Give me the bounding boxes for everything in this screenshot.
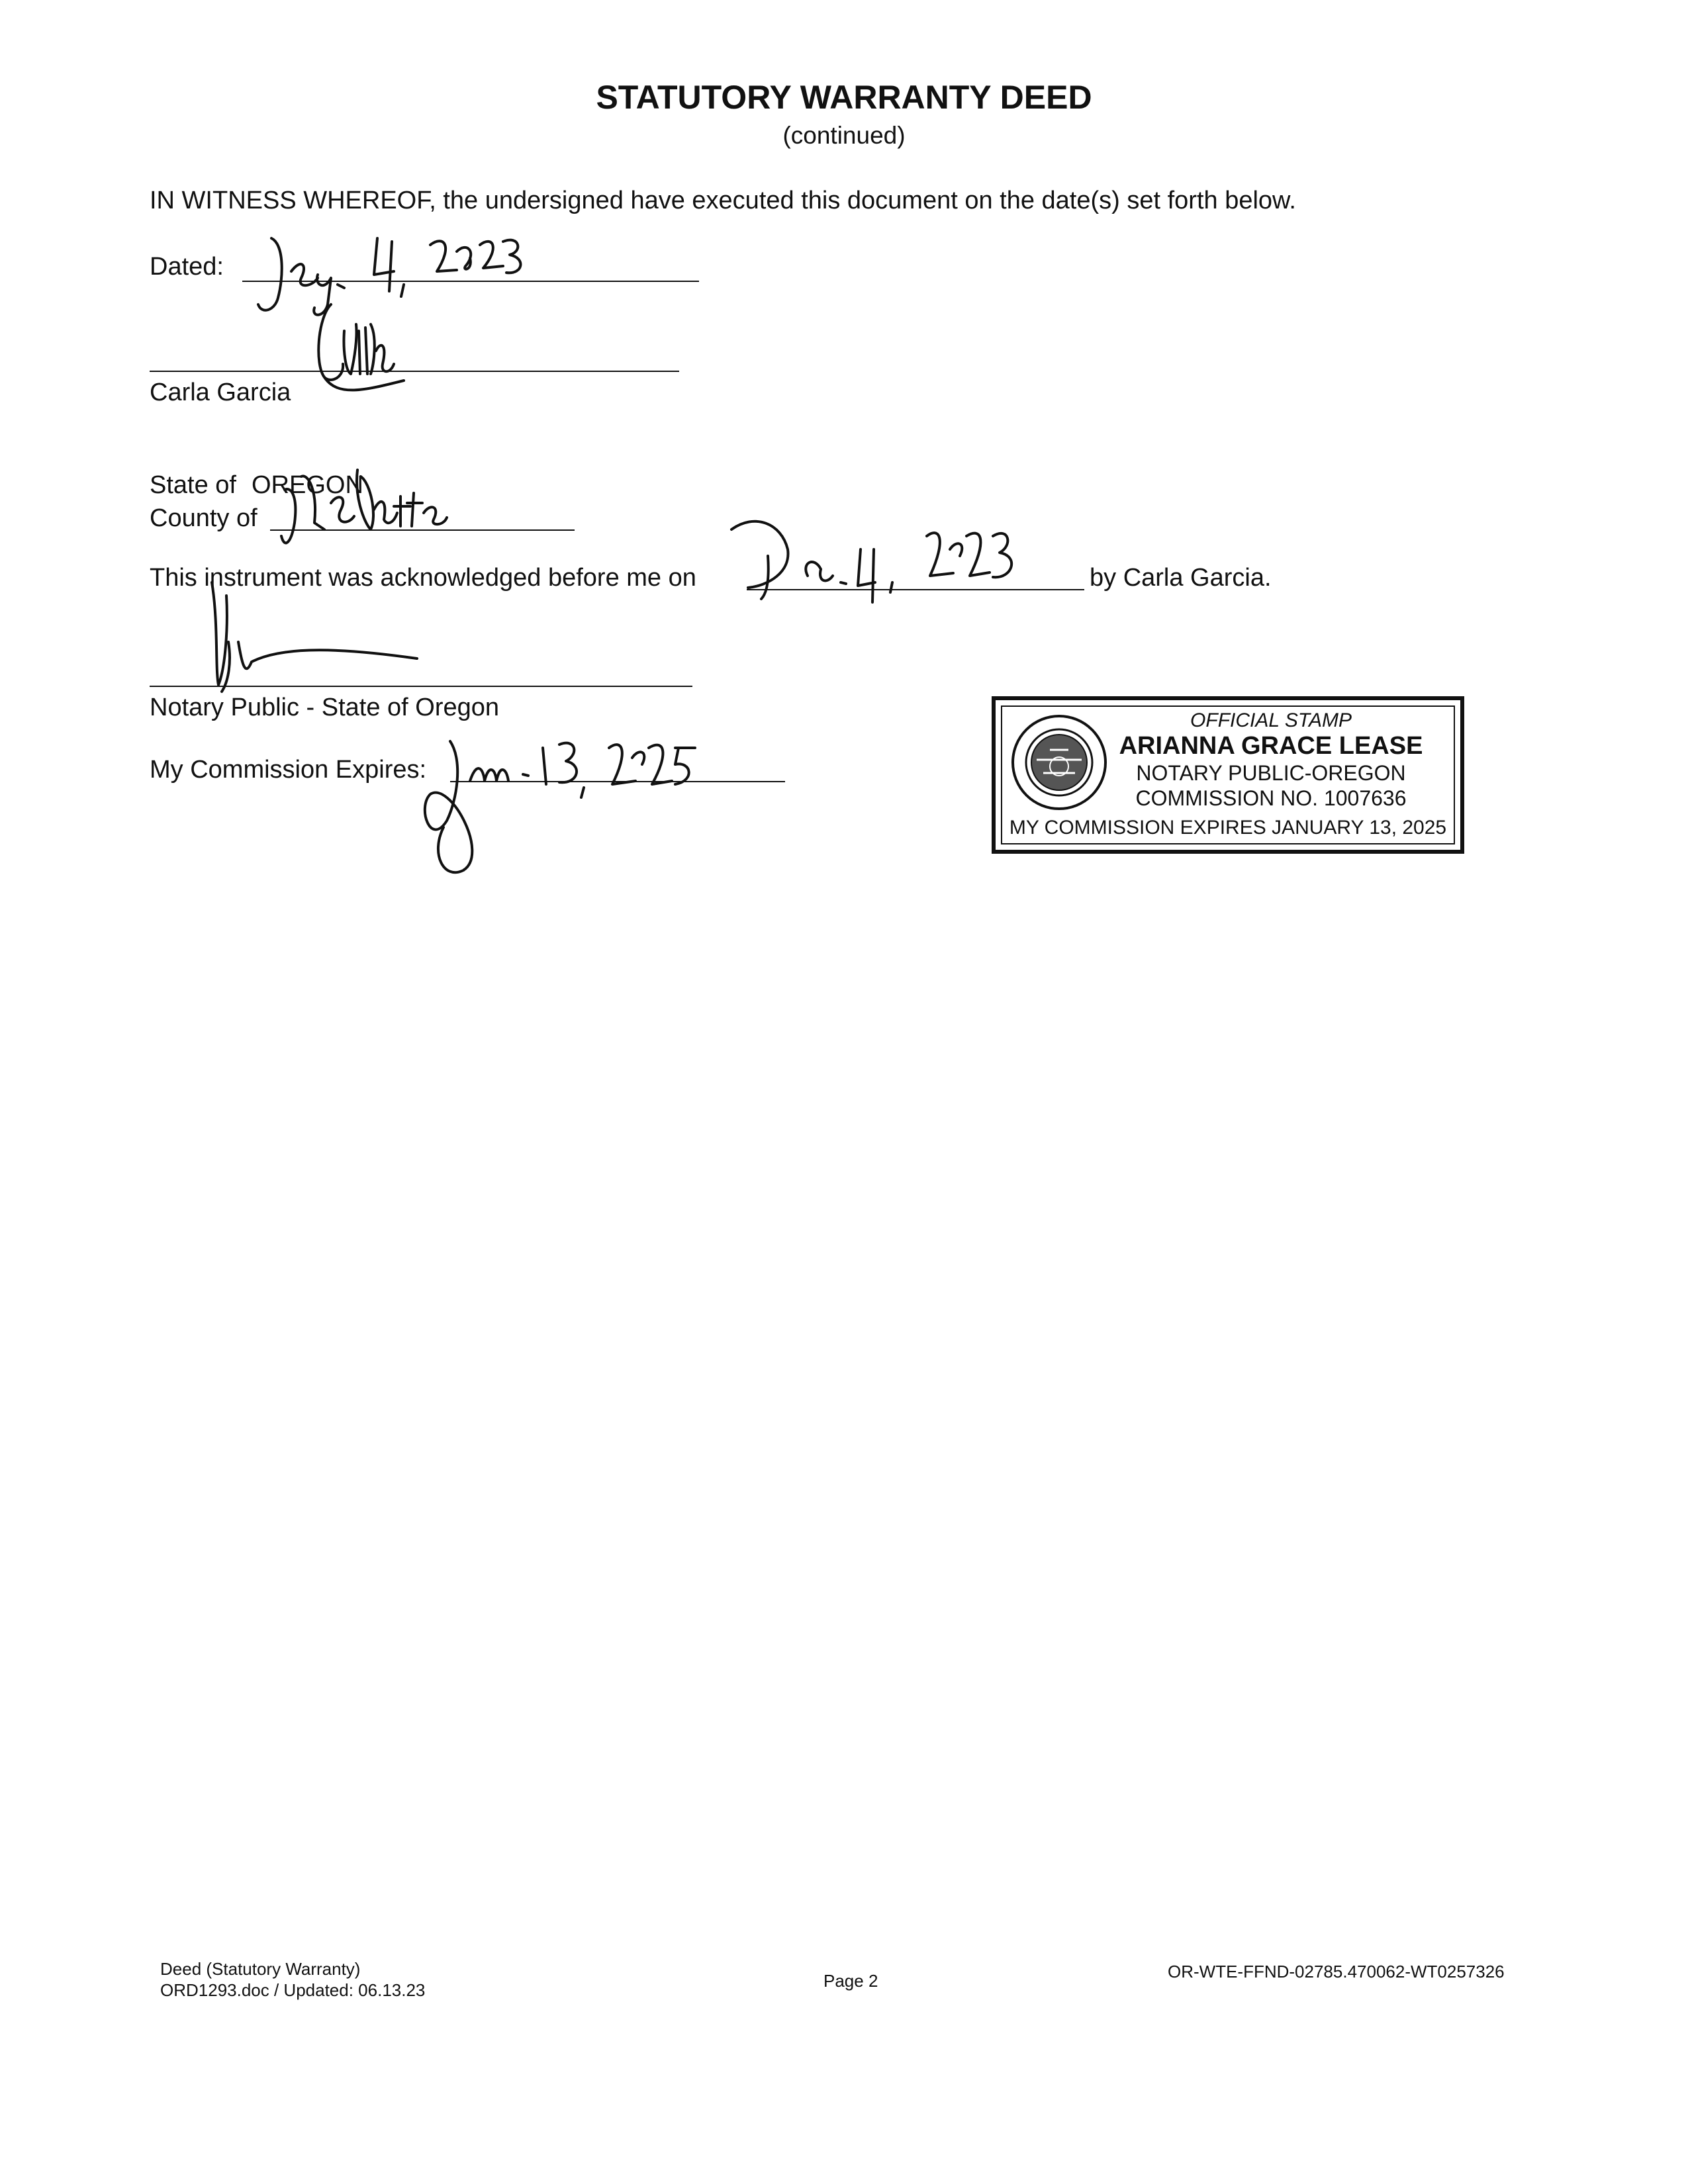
county-handwriting bbox=[271, 457, 470, 556]
stamp-line-1: OFFICIAL STAMP bbox=[1190, 709, 1352, 731]
signer-name: Carla Garcia bbox=[150, 379, 291, 406]
witness-statement: IN WITNESS WHEREOF, the undersigned have executed this document on the date(s) set forth below. bbox=[150, 187, 1296, 214]
instrument-suffix: by Carla Garcia. bbox=[1090, 564, 1272, 592]
stamp-expiration: MY COMMISSION EXPIRES JANUARY 13, 2025 bbox=[1009, 817, 1447, 839]
state-value: OREGON bbox=[252, 471, 363, 499]
footer-doc-type: Deed (Statutory Warranty) bbox=[160, 1959, 361, 1979]
stamp-commission-number: COMMISSION NO. 1007636 bbox=[1135, 786, 1407, 810]
footer-page-number: Page 2 bbox=[823, 1971, 878, 1991]
dated-label: Dated: bbox=[150, 253, 224, 281]
commission-date-handwriting bbox=[410, 721, 755, 880]
instrument-date-handwriting bbox=[728, 510, 1072, 615]
county-label: County of bbox=[150, 504, 258, 532]
commission-label: My Commission Expires: bbox=[150, 756, 427, 784]
stamp-line-3: NOTARY PUBLIC-OREGON bbox=[1136, 761, 1406, 785]
document-subtitle: (continued) bbox=[782, 122, 906, 149]
document-title: STATUTORY WARRANTY DEED bbox=[596, 79, 1092, 116]
footer-order-number: OR-WTE-FFND-02785.470062-WT0257326 bbox=[1168, 1962, 1505, 1981]
instrument-prefix: This instrument was acknowledged before me on bbox=[150, 564, 696, 592]
carla-garcia-signature bbox=[305, 291, 437, 397]
notary-signature bbox=[192, 569, 430, 702]
footer-doc-file: ORD1293.doc / Updated: 06.13.23 bbox=[160, 1980, 426, 2000]
stamp-notary-name: ARIANNA GRACE LEASE bbox=[1119, 732, 1423, 760]
notary-label: Notary Public - State of Oregon bbox=[150, 694, 500, 721]
official-notary-stamp bbox=[992, 696, 1464, 854]
state-label: State of bbox=[150, 471, 236, 499]
